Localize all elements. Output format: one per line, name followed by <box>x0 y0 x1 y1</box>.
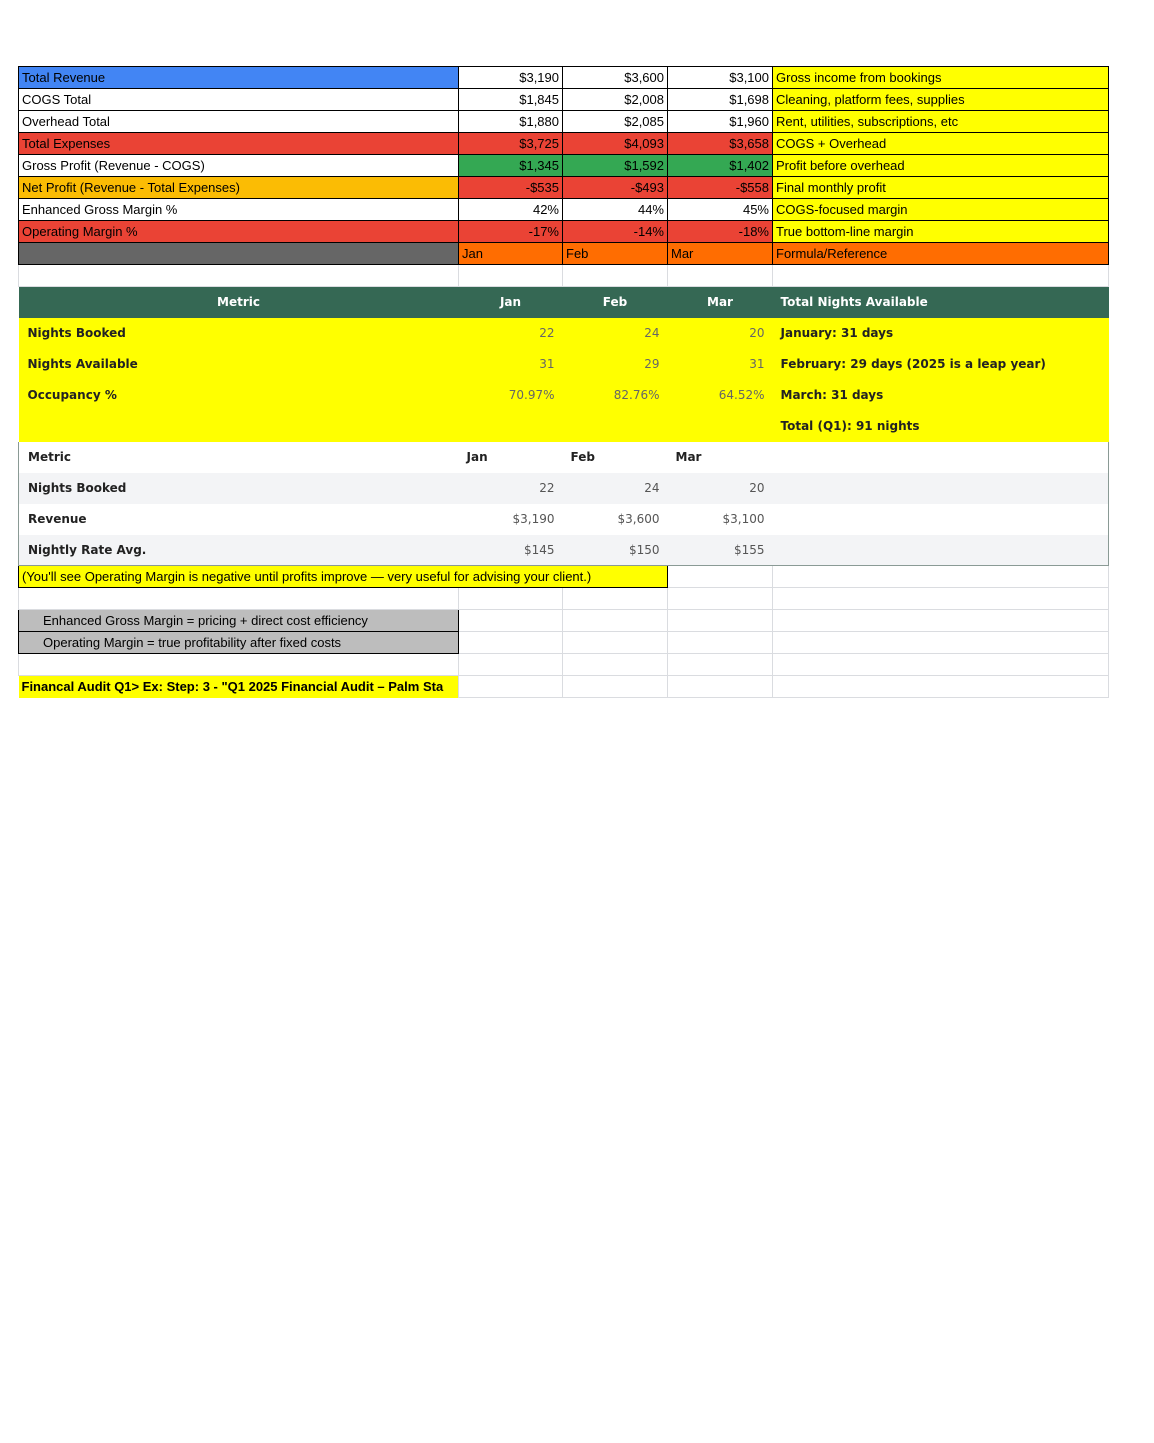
financial-row <box>19 133 1109 155</box>
empty-cell[interactable] <box>459 610 563 632</box>
empty-grey-cell[interactable] <box>19 243 459 265</box>
metrics-header-row <box>19 442 1109 473</box>
empty-cell[interactable] <box>459 632 563 654</box>
occupancy-month-header[interactable]: Feb <box>563 287 668 318</box>
blank-row <box>19 265 1109 287</box>
financial-value-cell[interactable]: 42% <box>459 199 563 221</box>
empty-cell[interactable] <box>563 610 668 632</box>
financial-value-cell[interactable]: $3,190 <box>459 67 563 89</box>
reference-header-cell[interactable]: Formula/Reference <box>773 243 1109 265</box>
financial-label-cell[interactable]: Net Profit (Revenue - Total Expenses) <box>19 177 459 199</box>
empty-cell[interactable] <box>773 566 1109 588</box>
blank-row <box>19 588 1109 610</box>
financial-value-cell[interactable]: $1,698 <box>668 89 773 111</box>
empty-cell[interactable] <box>773 442 1109 473</box>
empty-cell[interactable] <box>459 654 563 676</box>
empty-cell[interactable] <box>668 676 773 698</box>
empty-cell[interactable] <box>563 265 668 287</box>
financial-value-cell[interactable]: 45% <box>668 199 773 221</box>
empty-cell[interactable] <box>668 588 773 610</box>
occupancy-month-header[interactable]: Jan <box>459 287 563 318</box>
financial-row <box>19 221 1109 243</box>
financial-value-cell[interactable]: -18% <box>668 221 773 243</box>
occupancy-value-cell[interactable]: 24 <box>563 318 668 349</box>
financial-note-cell[interactable]: Final monthly profit <box>773 177 1109 199</box>
empty-cell[interactable] <box>668 610 773 632</box>
empty-cell[interactable] <box>459 265 563 287</box>
financial-value-cell[interactable]: $3,658 <box>668 133 773 155</box>
metrics-value-cell[interactable]: $3,600 <box>617 512 660 526</box>
metrics-label-cell[interactable]: Nightly Rate Avg. <box>19 535 459 566</box>
empty-cell[interactable] <box>563 411 668 442</box>
empty-cell[interactable] <box>563 654 668 676</box>
definition-cell[interactable]: Enhanced Gross Margin = pricing + direct cost efficiency <box>19 610 459 632</box>
occupancy-label-cell[interactable]: Nights Available <box>19 349 459 380</box>
empty-cell[interactable] <box>19 588 459 610</box>
financial-value-cell[interactable]: -$535 <box>459 177 563 199</box>
financial-value-cell[interactable]: $3,100 <box>668 67 773 89</box>
month-header-row <box>19 243 1109 265</box>
month-header-cell[interactable]: Mar <box>668 243 773 265</box>
financial-row <box>19 155 1109 177</box>
occupancy-value-cell[interactable]: 31 <box>668 349 773 380</box>
days-info-cell[interactable]: February: 29 days (2025 is a leap year) <box>773 349 1109 380</box>
occupancy-label-cell[interactable]: Occupancy % <box>19 380 459 411</box>
financial-label-cell[interactable]: Total Revenue <box>19 67 459 89</box>
empty-cell[interactable] <box>773 504 1109 535</box>
metrics-value-cell[interactable]: $3,100 <box>722 512 765 526</box>
occupancy-label-cell[interactable]: Nights Booked <box>19 318 459 349</box>
financial-row <box>19 199 1109 221</box>
metrics-row <box>19 535 1109 566</box>
financial-note-cell[interactable]: Cleaning, platform fees, supplies <box>773 89 1109 111</box>
empty-cell[interactable] <box>668 654 773 676</box>
empty-cell[interactable] <box>773 632 1109 654</box>
occupancy-row <box>19 380 1109 411</box>
occupancy-value-cell[interactable]: 20 <box>668 318 773 349</box>
occupancy-metric-header[interactable]: Metric <box>19 287 459 318</box>
occupancy-value-cell[interactable]: 70.97% <box>459 380 563 411</box>
metrics-value-cell[interactable]: $3,190 <box>512 512 555 526</box>
empty-cell[interactable] <box>668 265 773 287</box>
empty-cell[interactable] <box>563 632 668 654</box>
days-info-cell[interactable]: January: 31 days <box>773 318 1109 349</box>
operating-note-row <box>19 566 1109 588</box>
metrics-value-cell[interactable]: 20 <box>668 473 773 504</box>
financial-value-cell[interactable]: $1,880 <box>459 111 563 133</box>
empty-cell[interactable] <box>19 411 459 442</box>
financial-value-cell[interactable]: $1,845 <box>459 89 563 111</box>
empty-cell[interactable] <box>668 566 773 588</box>
financial-note-cell[interactable]: COGS + Overhead <box>773 133 1109 155</box>
metrics-value-cell[interactable]: $145 <box>459 535 563 566</box>
metrics-value-cell[interactable]: $150 <box>563 535 668 566</box>
financial-note-cell[interactable]: COGS-focused margin <box>773 199 1109 221</box>
empty-cell[interactable] <box>563 676 668 698</box>
financial-value-cell[interactable]: $2,008 <box>563 89 668 111</box>
metrics-value-cell[interactable]: $155 <box>668 535 773 566</box>
total-nights-header[interactable]: Total Nights Available <box>773 287 1109 318</box>
financial-note-cell[interactable]: Profit before overhead <box>773 155 1109 177</box>
financial-value-cell[interactable]: $2,085 <box>563 111 668 133</box>
definition-row <box>19 632 1109 654</box>
empty-cell[interactable] <box>668 411 773 442</box>
days-info-cell[interactable]: Total (Q1): 91 nights <box>773 411 1109 442</box>
financial-label-cell[interactable]: Overhead Total <box>19 111 459 133</box>
occupancy-value-cell[interactable]: 82.76% <box>563 380 668 411</box>
metrics-month-header[interactable]: Feb <box>570 450 595 464</box>
financial-row <box>19 111 1109 133</box>
financial-value-cell[interactable]: -17% <box>459 221 563 243</box>
empty-cell[interactable] <box>19 265 459 287</box>
financial-value-cell[interactable]: $1,345 <box>459 155 563 177</box>
financial-note-cell[interactable]: Rent, utilities, subscriptions, etc <box>773 111 1109 133</box>
financial-value-cell[interactable]: 44% <box>563 199 668 221</box>
definition-cell[interactable]: Operating Margin = true profitability after fixed costs <box>19 632 459 654</box>
audit-title-row <box>19 676 1109 698</box>
days-info-cell[interactable]: March: 31 days <box>773 380 1109 411</box>
financial-label-cell[interactable]: Operating Margin % <box>19 221 459 243</box>
empty-cell[interactable] <box>773 535 1109 566</box>
occupancy-month-header[interactable]: Mar <box>668 287 773 318</box>
metrics-label-cell[interactable]: Nights Booked <box>19 473 459 504</box>
financial-label-cell[interactable]: Enhanced Gross Margin % <box>19 199 459 221</box>
empty-cell[interactable] <box>773 654 1109 676</box>
occupancy-total-row <box>19 411 1109 442</box>
metrics-header-label[interactable]: Metric <box>19 442 459 473</box>
financial-value-cell[interactable]: -14% <box>563 221 668 243</box>
financial-label-cell[interactable]: Total Expenses <box>19 133 459 155</box>
financial-note-cell[interactable]: Gross income from bookings <box>773 67 1109 89</box>
occupancy-value-cell[interactable]: 22 <box>459 318 563 349</box>
occupancy-value-cell[interactable]: 64.52% <box>668 380 773 411</box>
occupancy-row <box>19 349 1109 380</box>
financial-value-cell[interactable]: $1,592 <box>563 155 668 177</box>
empty-cell[interactable] <box>773 588 1109 610</box>
financial-value-cell[interactable]: $1,960 <box>668 111 773 133</box>
blank-row <box>19 654 1109 676</box>
occupancy-header-row <box>19 287 1109 318</box>
empty-cell[interactable] <box>668 632 773 654</box>
occupancy-value-cell[interactable]: 29 <box>563 349 668 380</box>
month-header-cell[interactable]: Feb <box>563 243 668 265</box>
financial-row <box>19 177 1109 199</box>
empty-cell[interactable] <box>773 610 1109 632</box>
metrics-month-header[interactable]: Mar <box>675 450 702 464</box>
empty-cell[interactable] <box>773 473 1109 504</box>
financial-value-cell[interactable]: $3,725 <box>459 133 563 155</box>
financial-note-cell[interactable]: True bottom-line margin <box>773 221 1109 243</box>
financial-label-cell[interactable]: Gross Profit (Revenue - COGS) <box>19 155 459 177</box>
financial-row <box>19 67 1109 89</box>
empty-cell[interactable] <box>19 654 459 676</box>
financial-value-cell[interactable]: $4,093 <box>563 133 668 155</box>
metrics-month-header[interactable]: Jan <box>466 450 488 464</box>
financial-value-cell[interactable]: -$493 <box>563 177 668 199</box>
financial-value-cell[interactable]: $3,600 <box>563 67 668 89</box>
operating-margin-note[interactable]: (You'll see Operating Margin is negative until profits improve — very useful for advising your client.) <box>19 566 668 588</box>
empty-cell[interactable] <box>459 588 563 610</box>
metrics-row <box>19 473 1109 504</box>
audit-title-cell[interactable]: Financal Audit Q1> Ex: Step: 3 - "Q1 2025 Financial Audit – Palm Sta <box>19 676 459 698</box>
metrics-value-cell[interactable]: 24 <box>563 473 668 504</box>
empty-cell[interactable] <box>563 588 668 610</box>
financial-value-cell[interactable]: -$558 <box>668 177 773 199</box>
occupancy-value-cell[interactable]: 31 <box>459 349 563 380</box>
financial-row <box>19 89 1109 111</box>
definition-row <box>19 610 1109 632</box>
empty-cell[interactable] <box>459 676 563 698</box>
metrics-value-cell[interactable]: 22 <box>459 473 563 504</box>
empty-cell[interactable] <box>459 411 563 442</box>
financial-label-cell[interactable]: COGS Total <box>19 89 459 111</box>
empty-cell[interactable] <box>773 265 1109 287</box>
financial-value-cell[interactable]: $1,402 <box>668 155 773 177</box>
sheet-body <box>19 67 1109 698</box>
metrics-label-cell[interactable]: Revenue <box>19 504 459 535</box>
spreadsheet-grid <box>18 66 1109 698</box>
metrics-row <box>19 504 1109 535</box>
month-header-cell[interactable]: Jan <box>459 243 563 265</box>
occupancy-row <box>19 318 1109 349</box>
empty-cell[interactable] <box>773 676 1109 698</box>
